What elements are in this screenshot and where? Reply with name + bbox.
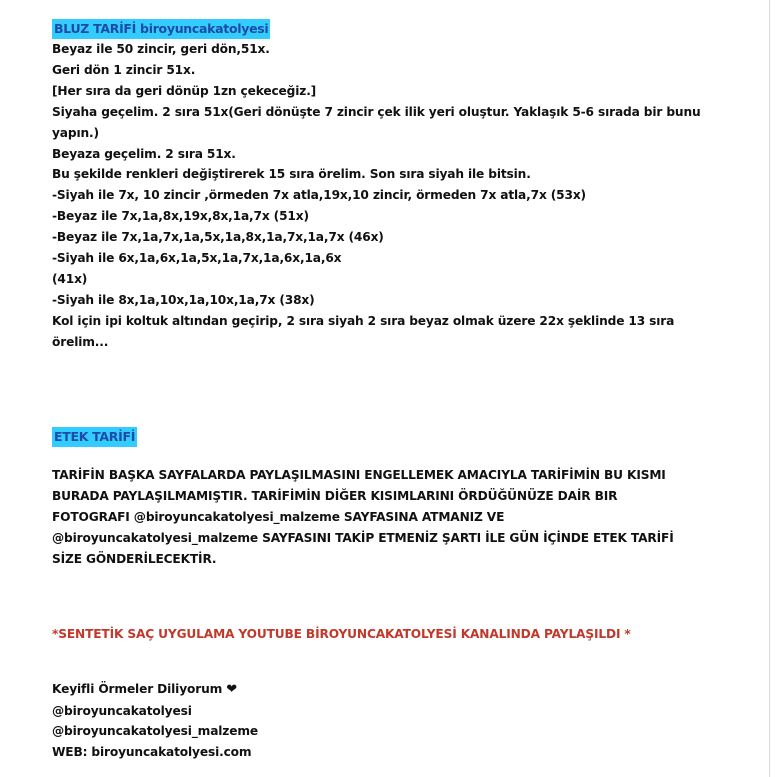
notice-line: SİZE GÖNDERİLECEKTİR. [52,551,217,566]
etek-section [52,426,752,570]
bluz-heading: BLUZ TARİFİ biroyuncakatolyesi [52,19,270,39]
notice-line: @biroyuncakatolyesi_malzeme SAYFASINI TAKİP ETMENİZ ŞARTI İLE GÜN İÇİNDE ETEK TARİFİ [52,530,674,545]
bluz-line: Geri dön 1 zincir 51x. [52,62,196,77]
bluz-line: -Beyaz ile 7x,1a,7x,1a,5x,1a,8x,1a,7x,1a,7x (46x) [52,230,384,245]
bluz-line: Beyaz ile 50 zincir, geri dön,51x. [52,42,270,56]
footer-line: @biroyuncakatolyesi_malzeme [52,724,259,739]
bluz-line: -Siyah ile 6x,1a,6x,1a,5x,1a,7x,1a,6x,1a,6x [52,251,342,266]
bluz-line: (41x) [52,271,88,286]
notice-line: TARİFİN BAŞKA SAYFALARDA PAYLAŞILMASINI ENGELLEMEK AMACIYLA TARİFİMİN BU KISMI [52,467,666,482]
bluz-line: [Her sıra da geri dönüp 1zn çekeceğiz.] [52,83,317,98]
footer-wish: Keyifli Örmeler Diliyorum [52,681,223,696]
youtube-note: *SENTETİK SAÇ UYGULAMA YOUTUBE BİROYUNCAKATOLYESİ KANALINDA PAYLAŞILDI * [52,626,631,641]
footer [52,679,752,764]
bluz-line: -Siyah ile 8x,1a,10x,1a,10x,1a,7x (38x) [52,292,315,307]
bluz-line: -Beyaz ile 7x,1a,8x,19x,8x,1a,7x (51x) [52,209,309,224]
bluz-line: Bu şekilde renkleri değiştirerek 15 sıra örelim. Son sıra siyah ile bitsin. [52,167,531,182]
bluz-line: örelim... [52,334,109,349]
heart-icon: ❤ [226,681,237,697]
notice-line: FOTOGRAFI @biroyuncakatolyesi_malzeme SAYFASINA ATMANIZ VE [52,509,505,524]
footer-wish-line [52,679,752,701]
notice-line: BURADA PAYLAŞILMAMIŞTIR. TARİFİMİN DİĞER KISIMLARINI ÖRDÜĞÜNÜZE DAİR BIR [52,488,618,503]
bluz-line: Beyaza geçelim. 2 sıra 51x. [52,146,236,161]
footer-line: WEB: biroyuncakatolyesi.com [52,745,252,760]
etek-heading: ETEK TARİFİ [52,427,137,447]
etek-notice [52,465,752,570]
bluz-line: -Siyah ile 7x, 10 zincir ,örmeden 7x atla,19x,10 zincir, örmeden 7x atla,7x (53x) [52,188,586,203]
footer-line: @biroyuncakatolyesi [52,703,192,718]
bluz-line: Kol için ipi koltuk altından geçirip, 2 sıra siyah 2 sıra beyaz olmak üzere 22x şeklinde 13 sıra [52,313,675,328]
document-body [52,18,752,763]
bluz-line: yapın.) [52,125,99,140]
bluz-section [52,18,752,353]
bluz-line: Siyaha geçelim. 2 sıra 51x(Geri dönüşte 7 zincir çek ilik yeri oluştur. Yaklaşık 5-6 sırada bir bunu [52,104,701,119]
